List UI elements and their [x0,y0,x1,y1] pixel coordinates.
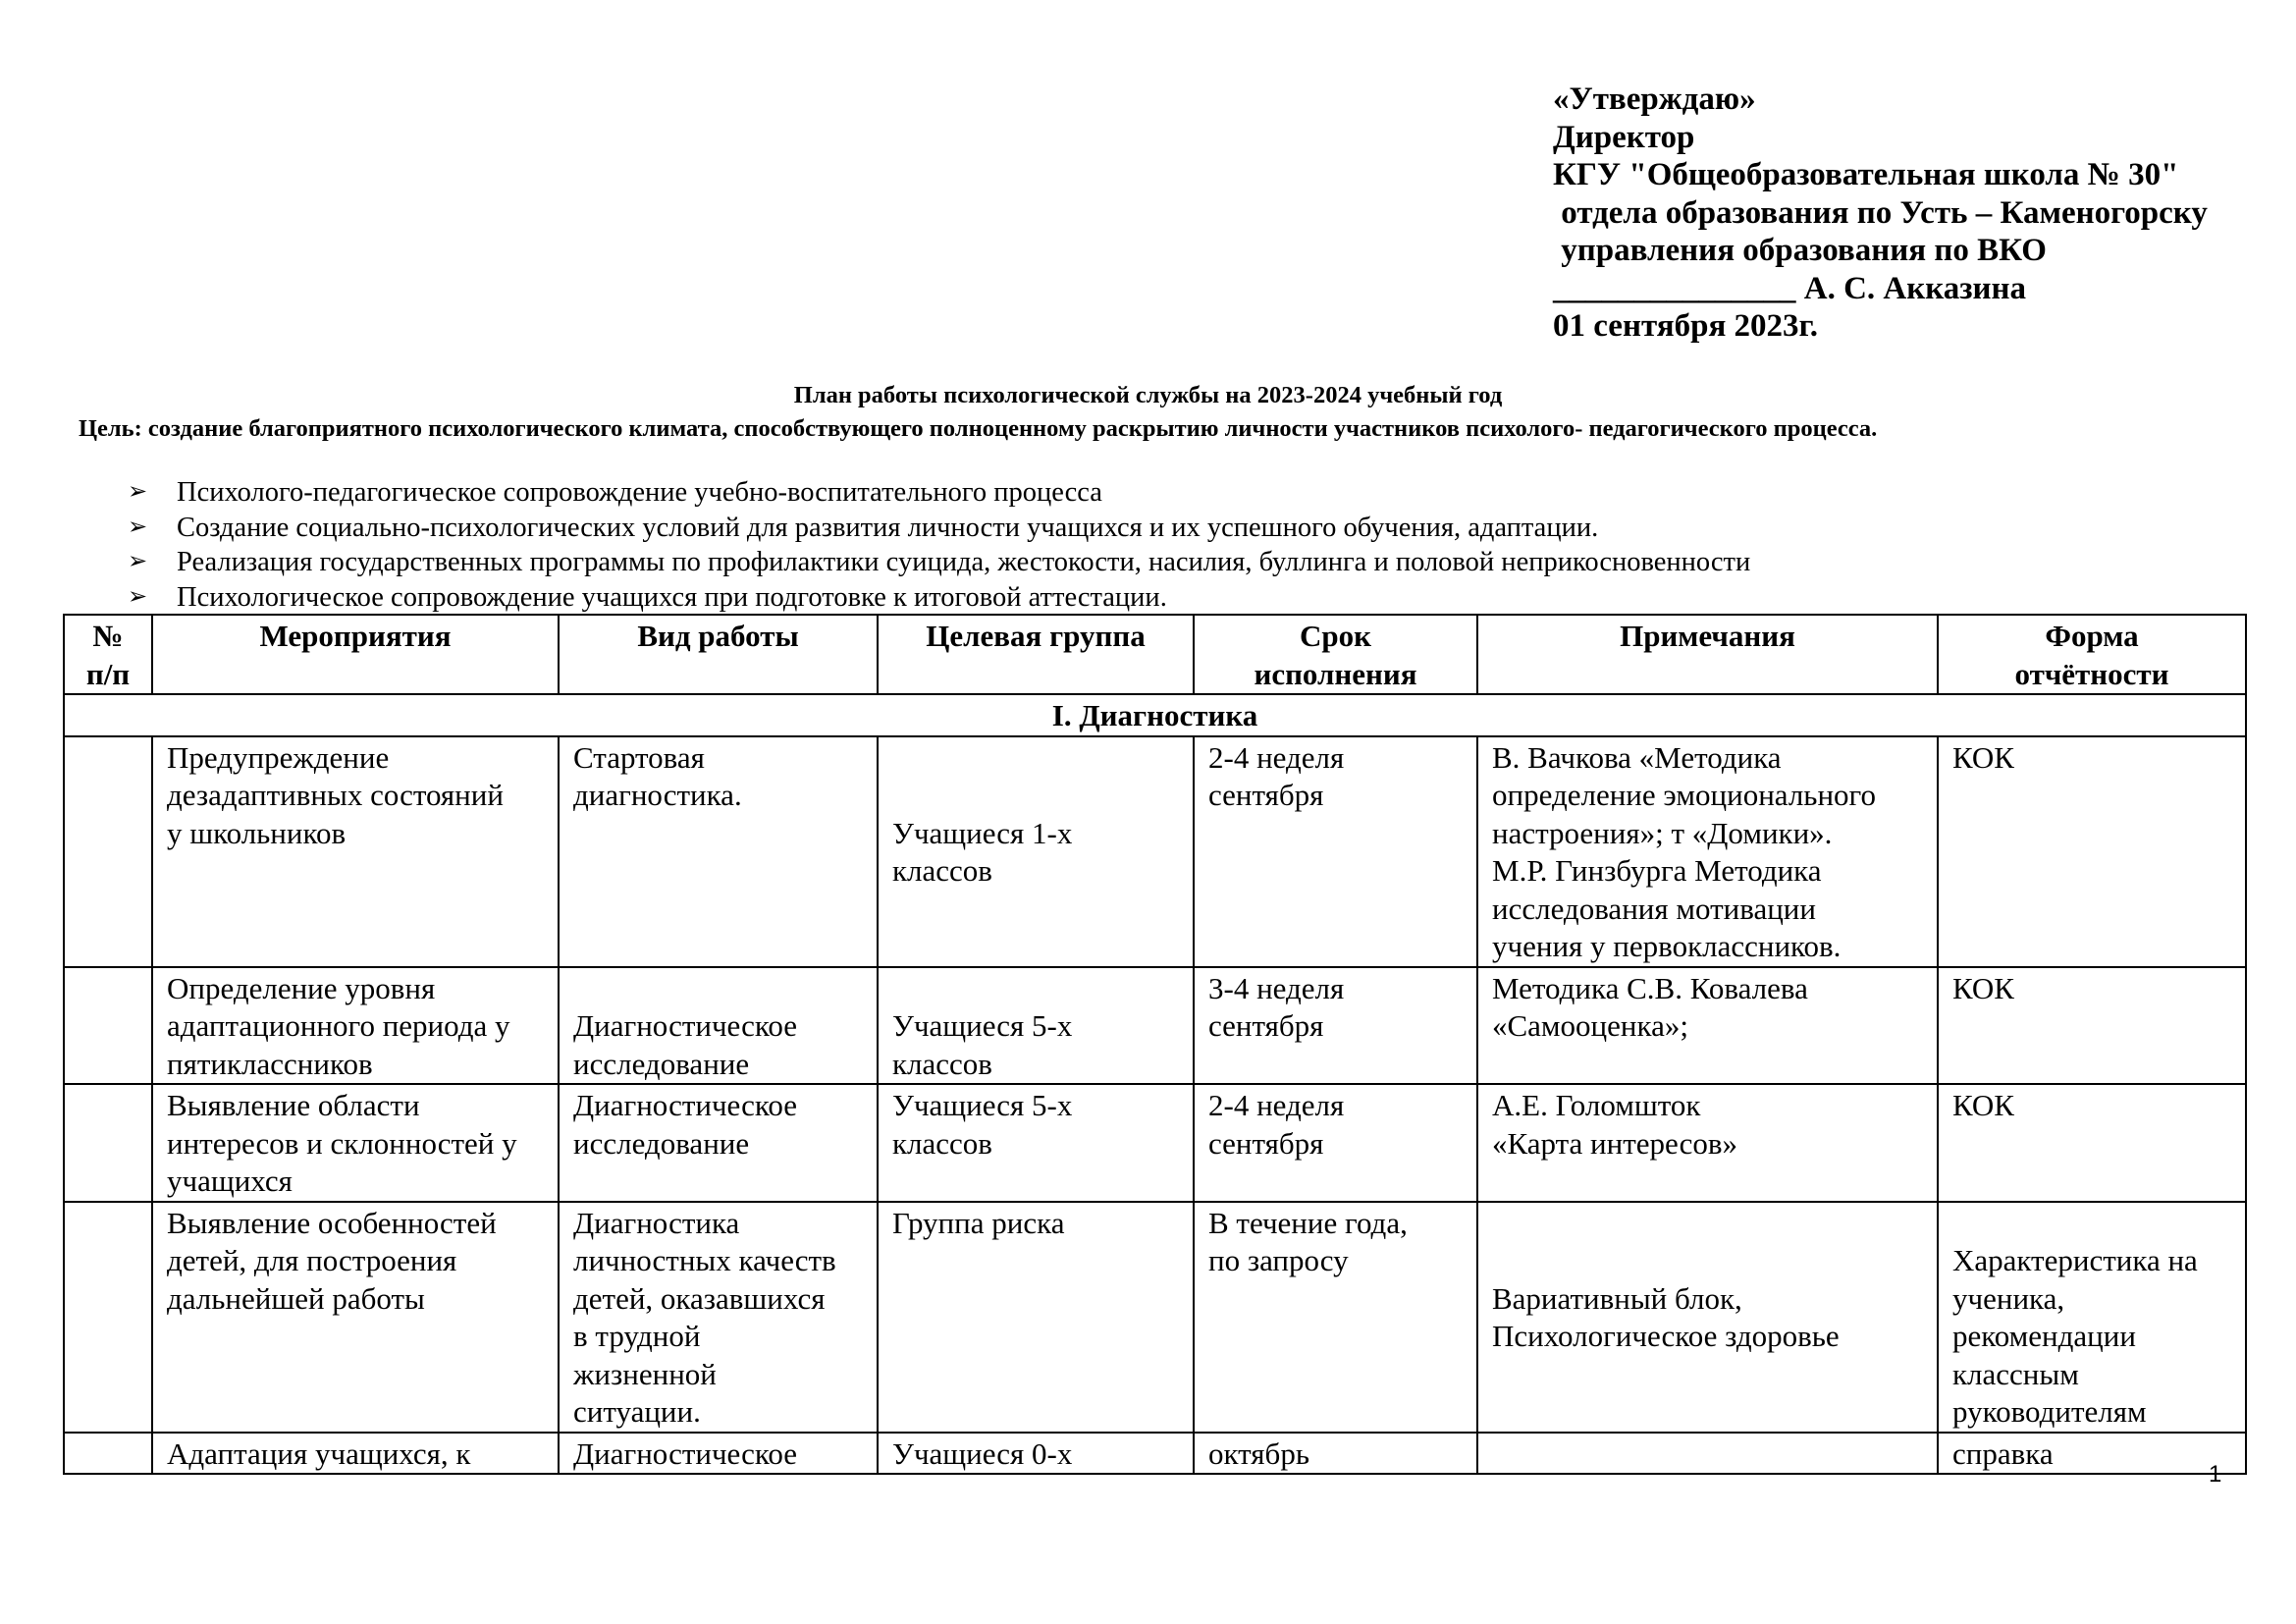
cell-type: Стартовая диагностика. [559,736,878,967]
approval-line: отдела образования по Усть – Каменогорску [1553,194,2208,231]
cell-event: Выявление области интересов и склонностей у учащихся [152,1084,559,1202]
table-row [64,967,2246,1085]
cell-num [64,736,152,967]
cell-notes: Вариативный блок, Психологическое здоровье [1477,1202,1938,1433]
cell-notes: В. Вачкова «Методика определение эмоционального настроения»; т «Домики». М.Р. Гинзбурга Методика исследования мотивации учения у первоклассников. [1477,736,1938,967]
cell-notes: Методика С.В. Ковалева «Самооценка»; [1477,967,1938,1085]
table-row [64,1433,2246,1475]
cell-report: Характеристика на ученика, рекомендации классным руководителям [1938,1202,2246,1433]
cell-deadline: 3-4 неделя сентября [1194,967,1477,1085]
cell-type: Диагностическое [559,1433,878,1475]
approval-block [1553,81,2208,346]
task-item: ➢ Создание социально-психологических условий для развития личности учащихся и их успешного обучения, адаптации. [128,511,1750,546]
plan-title: План работы психологической службы на 2023-2024 учебный год [793,382,1503,408]
cell-target: Учащиеся 0-х [878,1433,1194,1475]
task-item: ➢ Реализация государственных программы по профилактики суицида, жестокости, насилия, буллинга и половой неприкосновенности [128,545,1750,580]
header-target: Целевая группа [878,615,1194,694]
cell-report: КОК [1938,1084,2246,1202]
cell-event: Адаптация учащихся, к [152,1433,559,1475]
header-notes: Примечания [1477,615,1938,694]
cell-type: Диагностическое исследование [559,1084,878,1202]
cell-target: Учащиеся 1-х классов [878,736,1194,967]
table-row [64,1084,2246,1202]
task-item: ➢ Психологическое сопровождение учащихся при подготовке к итоговой аттестации. [128,580,1750,616]
table-header-row [64,615,2246,694]
approval-line: Директор [1553,119,1695,155]
cell-target: Группа риска [878,1202,1194,1433]
cell-event: Определение уровня адаптационного периода у пятиклассников [152,967,559,1085]
approval-line: КГУ "Общеобразовательная школа № 30" [1553,157,2179,192]
cell-deadline: октябрь [1194,1433,1477,1475]
section-row [64,694,2246,736]
cell-report: справка [1938,1433,2246,1475]
approval-date: 01 сентября 2023г. [1553,308,1819,344]
arrow-bullet-icon: ➢ [128,583,148,610]
cell-notes [1477,1433,1938,1475]
plan-table [63,614,2247,1475]
cell-deadline: 2-4 неделя сентября [1194,736,1477,967]
header-num: № п/п [64,615,152,694]
approval-line: «Утверждаю» [1553,81,1756,117]
cell-report: КОК [1938,736,2246,967]
header-type: Вид работы [559,615,878,694]
header-report: Форма отчётности [1938,615,2246,694]
cell-deadline: 2-4 неделя сентября [1194,1084,1477,1202]
arrow-bullet-icon: ➢ [128,514,148,540]
header-event: Мероприятия [152,615,559,694]
arrow-bullet-icon: ➢ [128,479,148,505]
page-number: 1 [2209,1461,2222,1488]
section-title: I. Диагностика [64,694,2246,736]
cell-num [64,967,152,1085]
cell-type: Диагностика личностных качеств детей, оказавшихся в трудной жизненной ситуации. [559,1202,878,1433]
approval-line: управления образования по ВКО [1553,233,2047,268]
cell-type: Диагностическое исследование [559,967,878,1085]
approval-line: _______________ А. С. Акказина [1553,270,2027,306]
table-row [64,736,2246,967]
arrow-bullet-icon: ➢ [128,549,148,574]
plan-goal: Цель: создание благоприятного психологического климата, способствующего полноценному раскрытию личности участников психолого- педагогического процесса. [79,415,1878,442]
cell-deadline: В течение года, по запросу [1194,1202,1477,1433]
task-list [128,475,1750,615]
header-deadline: Срок исполнения [1194,615,1477,694]
cell-num [64,1202,152,1433]
table-row [64,1202,2246,1433]
cell-event: Предупреждение дезадаптивных состояний у школьников [152,736,559,967]
task-item: ➢ Психолого-педагогическое сопровождение учебно-воспитательного процесса [128,475,1750,511]
cell-num [64,1433,152,1475]
cell-notes: А.Е. Голомшток «Карта интересов» [1477,1084,1938,1202]
cell-event: Выявление особенностей детей, для построения дальнейшей работы [152,1202,559,1433]
cell-report: КОК [1938,967,2246,1085]
cell-target: Учащиеся 5-х классов [878,1084,1194,1202]
cell-target: Учащиеся 5-х классов [878,967,1194,1085]
cell-num [64,1084,152,1202]
